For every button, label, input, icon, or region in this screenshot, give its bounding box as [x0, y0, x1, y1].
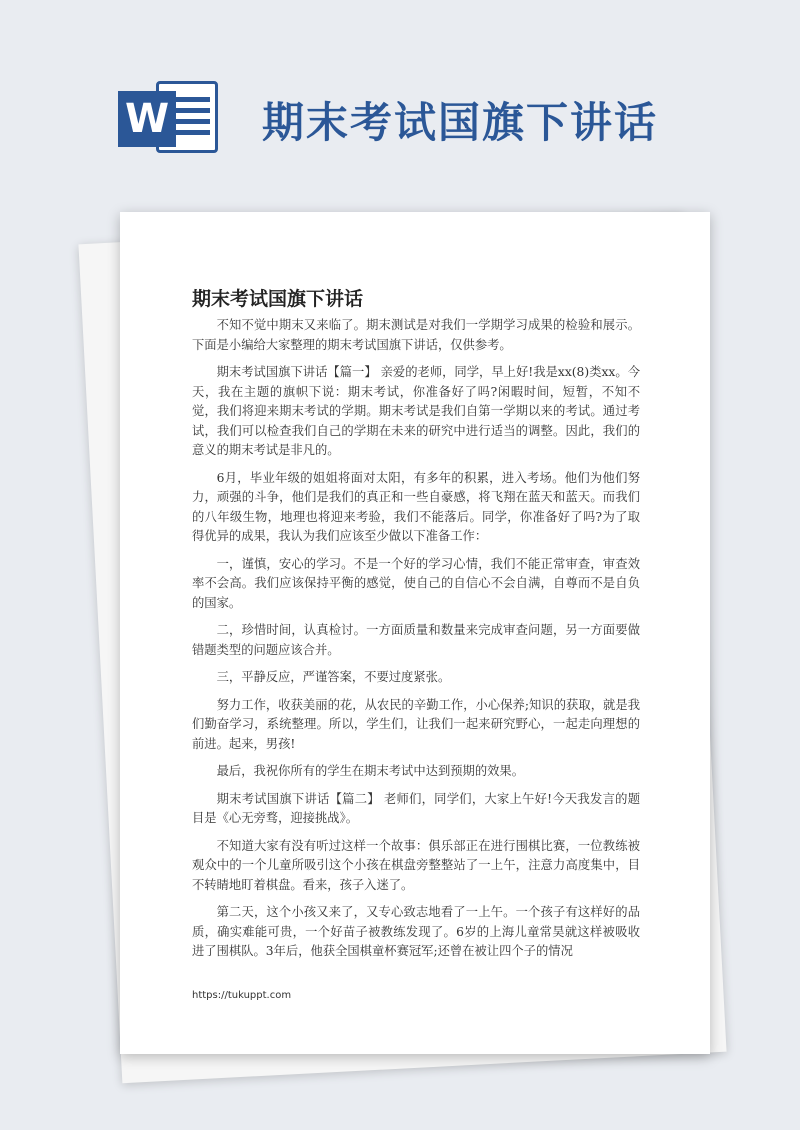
- paragraph: 第二天，这个小孩又来了，又专心致志地看了一上午。一个孩子有这样好的品质，确实难能可贵，一个好苗子被教练发现了。6岁的上海儿童常昊就这样被吸收进了围棋队。3年后，他获全国棋童杯赛冠军;还曾在被让四个子的情况: [192, 905, 640, 958]
- page-header: [0, 0, 800, 200]
- paragraph: 不知道大家有没有听过这样一个故事：俱乐部正在进行围棋比赛，一位教练被观众中的一个儿童所吸引这个小孩在棋盘旁整整站了一上午，注意力高度集中，目不转睛地盯着棋盘。看来，孩子入迷了。: [192, 838, 640, 892]
- paragraph: 6月，毕业年级的姐姐将面对太阳，有多年的积累，进入考场。他们为他们努力，顽强的斗争，他们是我们的真正和一些自豪感，将飞翔在蓝天和蓝天。而我们的八年级生物，地理也将迎来考验，我们不能落后。同学，你准备好了吗?为了取得优异的成果，我认为我们应该至少做以下准备工作：: [192, 470, 640, 543]
- footer-url: https://tukuppt.com: [192, 990, 292, 1001]
- word-document-icon: [118, 75, 222, 159]
- paragraph: 努力工作，收获美丽的花，从农民的辛勤工作，小心保养;知识的获取，就是我们勤奋学习，系统整理。所以，学生们，让我们一起来研究野心，一起走向理想的前进。起来，男孩!: [192, 697, 640, 751]
- document-body: [192, 316, 640, 970]
- paragraph: 不知不觉中期末又来临了。期末测试是对我们一学期学习成果的检验和展示。下面是小编给大家整理的期末考试国旗下讲话，仅供参考。: [192, 318, 640, 352]
- paragraph: 二，珍惜时间，认真检讨。一方面质量和数量来完成审查问题，另一方面要做错题类型的问题应该合并。: [192, 623, 640, 657]
- word-icon-line: [170, 119, 210, 124]
- header-title: 期末考试国旗下讲话: [262, 98, 659, 147]
- paragraph: 期末考试国旗下讲话【篇一】 亲爱的老师，同学，早上好!我是xx(8)类xx。今天，我在主题的旗帜下说：期末考试，你准备好了吗?闲暇时间，短暂，不知不觉，我们将迎来期末考试的学期。期末考试是我们自第一学期以来的考试。通过考试，我们可以检查我们自己的学期在未来的研究中进行适当的调整。因此，我们的意义的期末考试是非凡的。: [192, 365, 640, 457]
- paragraph: 三，平静反应，严谨答案，不要过度紧张。: [216, 670, 451, 684]
- paragraph: 最后，我祝你所有的学生在期末考试中达到预期的效果。: [216, 764, 525, 778]
- document-page: [120, 212, 710, 1054]
- word-icon-line: [170, 108, 210, 113]
- paragraph: 期末考试国旗下讲话【篇二】 老师们，同学们，大家上午好!今天我发言的题目是《心无旁骛，迎接挑战》。: [192, 791, 640, 825]
- document-title: 期末考试国旗下讲话: [192, 288, 364, 310]
- word-icon-line: [170, 130, 210, 135]
- paragraph: 一，谨慎，安心的学习。不是一个好的学习心情，我们不能正常审查，审查效率不会高。我们应该保持平衡的感觉，使自己的自信心不会自满，自尊而不是自负的国家。: [192, 556, 640, 610]
- word-icon-letter: W: [118, 91, 176, 147]
- word-icon-line: [170, 97, 210, 102]
